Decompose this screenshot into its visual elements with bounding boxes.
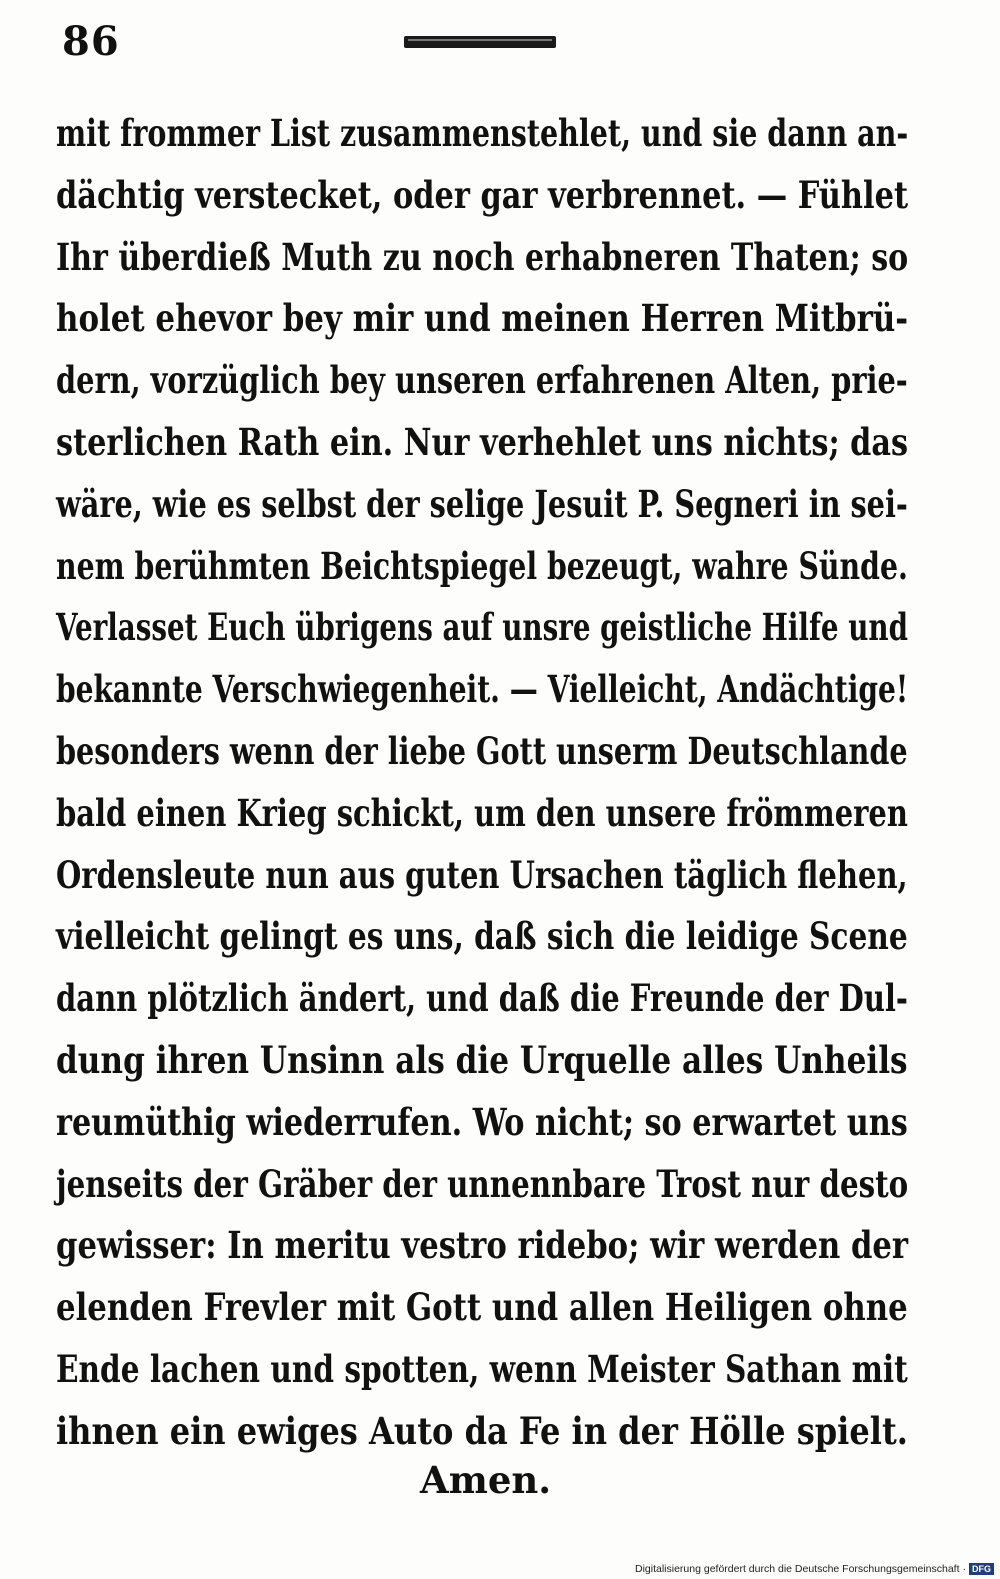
body-text [56,104,908,1464]
page-number: 86 [62,18,120,65]
closing-word: Amen. [420,1458,552,1502]
text-line: holet ehevor bey mir und meinen Herren Mitbrü- [56,296,909,341]
text-line: bald einen Krieg schickt, um den unsere frömmeren [56,790,908,835]
text-line: Ende lachen und spotten, wenn Meister Sathan mit [56,1346,908,1391]
digitization-footer [635,1563,994,1575]
text-line: Verlasset Euch übrigens auf unsre geistliche Hilfe und [56,605,908,650]
text-line: elenden Frevler mit Gott und allen Heiligen ohne [56,1285,908,1330]
dfg-logo: DFG [969,1563,994,1575]
text-line: besonders wenn der liebe Gott unserm Deutschlande [56,728,908,773]
text-line: nem berühmten Beichtspiegel bezeugt, wahre Sünde. [56,543,908,588]
text-line: Ihr überdieß Muth zu noch erhabneren Thaten; so [56,234,909,279]
text-line: dern, vorzüglich bey unseren erfahrenen Alten, prie- [56,358,908,403]
text-line: jenseits der Gräber der unnennbare Trost nur desto [56,1161,909,1206]
footer-separator: · [962,1563,966,1575]
text-line: wäre, wie es selbst der selige Jesuit P. Segneri in sei- [56,481,908,526]
text-line: dann plötzlich ändert, und daß die Freunde der Dul- [56,976,908,1021]
text-line: sterlichen Rath ein. Nur verhehlet uns nichts; das [56,419,909,464]
text-line: mit frommer List zusammenstehlet, und sie dann an- [56,111,909,155]
text-line: ihnen ein ewiges Auto da Fe in der Hölle spielt. [56,1408,908,1453]
text-line: dung ihren Unsinn als die Urquelle alles Unheils [56,1037,908,1082]
text-line: dächtig verstecket, oder gar verbrennet. — Fühlet [56,172,909,217]
text-line: Ordensleute nun aus guten Ursachen täglich flehen, [56,852,908,897]
text-line: bekannte Verschwiegenheit. — Vielleicht, Andächtige! [56,667,909,712]
text-line: reumüthig wiederrufen. Wo nicht; so erwartet uns [56,1099,908,1144]
text-line: gewisser: In meritu vestro ridebo; wir werden der [56,1223,909,1268]
footer-text: Digitalisierung gefördert durch die Deutsche Forschungsgemeinschaft [634,1563,960,1575]
text-line: vielleicht gelingt es uns, daß sich die leidige Scene [56,914,908,959]
header-ornament [404,36,556,48]
